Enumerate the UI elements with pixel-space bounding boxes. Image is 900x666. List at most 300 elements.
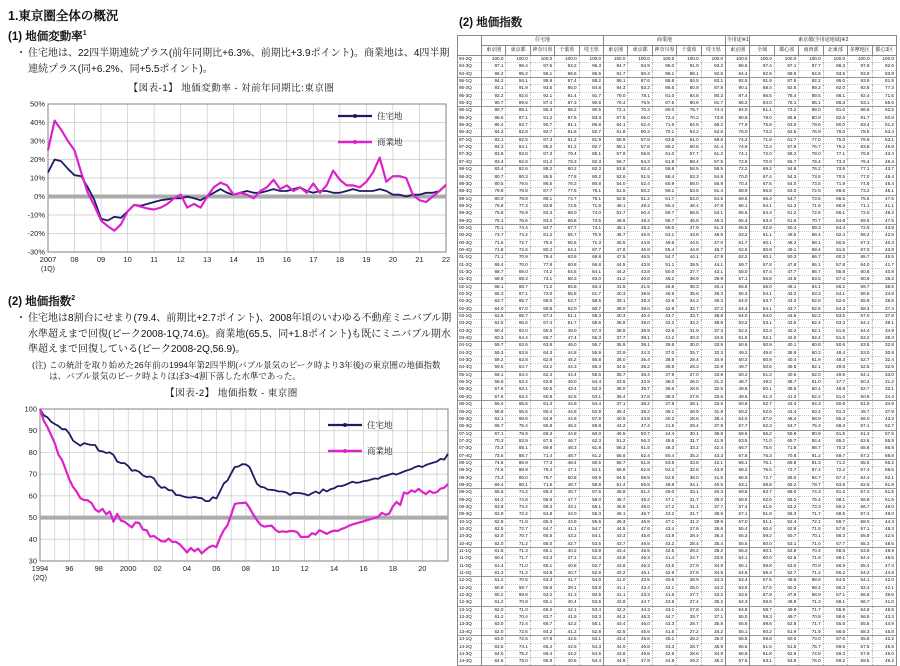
row-label: 00-4Q [458,246,482,253]
table-cell: 59.8 [750,636,774,643]
table-cell: 100.0 [750,56,774,63]
table-cell: 66.8 [579,261,603,268]
table-cell: 59.2 [823,658,847,665]
table-cell: 50.8 [823,401,847,408]
row-label: 96-3Q [458,122,482,129]
table-row [458,195,897,202]
table-cell: 59.5 [726,489,750,496]
table-cell: 56.8 [848,496,872,503]
table-cell: 33.1 [677,489,701,496]
table-cell: 44.6 [774,276,798,283]
table-cell: 100.0 [774,56,798,63]
table-cell: 48.2 [652,276,676,283]
table-cell: 36.1 [628,342,652,349]
row-label: 05-2Q [458,379,482,386]
table-cell: 37.3 [701,327,725,334]
table-cell: 63.4 [799,408,823,415]
table-cell: 56.3 [823,584,847,591]
table-cell: 57.9 [848,650,872,657]
table-cell: 95.8 [530,78,554,85]
table-cell: 45.1 [652,636,676,643]
table-cell: 80.0 [652,107,676,114]
table-cell: 88.1 [604,78,628,85]
column-header: 多摩地区 [848,46,872,56]
table-cell: 71.8 [774,445,798,452]
table-cell: 54.5 [823,577,847,584]
table-cell: 53.5 [677,188,701,195]
table-cell: 64.4 [823,224,847,231]
table-cell: 97.5 [530,63,554,70]
table-cell: 57.8 [579,415,603,422]
table-cell: 38.1 [628,335,652,342]
table-cell: 60.0 [750,540,774,547]
table-cell: 49.2 [872,658,897,665]
table-cell: 44.2 [604,614,628,621]
row-label: 01-2Q [458,261,482,268]
table-cell: 60.2 [628,129,652,136]
table-cell: 72.6 [555,202,579,209]
table-cell: 75.3 [799,423,823,430]
column-header: 埼玉県 [701,46,725,56]
table-cell: 43.4 [604,636,628,643]
table-cell: 92.7 [530,129,554,136]
row-label: 14-1Q [458,636,482,643]
table-cell: 31.7 [677,511,701,518]
y-tick-label: 50% [29,99,45,109]
table-row [458,85,897,92]
table-cell: 91.2 [530,114,554,121]
table-cell: 47.2 [652,503,676,510]
table-cell: 53.3 [823,320,847,327]
table-cell: 70.0 [726,173,750,180]
table-cell: 58.1 [604,144,628,151]
y-tick-label: 40% [29,118,45,127]
table-cell: 51.5 [774,643,798,650]
table-cell: 45.9 [652,291,676,298]
table-cell: 62.6 [726,246,750,253]
table-cell: 58.2 [774,151,798,158]
right-column [457,14,897,666]
x-tick-sublabel: (1Q) [41,266,55,273]
table-cell: 80.6 [677,100,701,107]
table-cell: 39.5 [677,261,701,268]
table-cell: 64.2 [530,628,554,635]
table-cell: 57.1 [823,592,847,599]
table-cell: 30.0 [677,342,701,349]
table-cell: 57.6 [823,636,847,643]
table-cell: 96.6 [726,63,750,70]
table-cell: 52.6 [604,173,628,180]
table-cell: 51.5 [823,327,847,334]
table-cell: 42.5 [652,548,676,555]
table-cell: 74.2 [506,489,530,496]
table-cell: 90.7 [482,100,506,107]
table-cell: 64.7 [506,364,530,371]
table-cell: 85.4 [482,122,506,129]
table-cell: 48.0 [555,327,579,334]
table-cell: 37.9 [652,371,676,378]
table-cell: 66.5 [823,195,847,202]
table-cell: 67.5 [530,437,554,444]
table-cell: 73.9 [823,166,847,173]
table-cell: 57.6 [872,430,897,437]
table-cell: 38.3 [628,298,652,305]
table-cell: 79.4 [530,254,554,261]
table-cell: 27.6 [677,526,701,533]
table-cell: 43.9 [555,518,579,525]
table-cell: 54.4 [579,379,603,386]
table-cell: 54.1 [848,371,872,378]
table-cell: 60.8 [872,114,897,121]
table-cell: 43.5 [774,320,798,327]
table-cell: 62.4 [823,232,847,239]
table-cell: 38.7 [774,379,798,386]
table-cell: 39.1 [604,298,628,305]
table-cell: 46.1 [774,283,798,290]
table-cell: 56.7 [604,459,628,466]
x-tick-label: 17 [309,255,318,264]
table-cell: 92.8 [848,85,872,92]
table-cell: 32.9 [701,364,725,371]
table-cell: 51.9 [774,628,798,635]
table-cell: 80.8 [677,85,701,92]
table-corner-cell [458,36,482,56]
table-cell: 49.7 [726,364,750,371]
table-cell: 72.2 [823,467,847,474]
table-cell: 65.7 [506,298,530,305]
table-cell: 61.6 [750,643,774,650]
y-tick-label: 100 [24,404,37,414]
table-row [458,136,897,143]
table-cell: 56.9 [604,467,628,474]
table-cell: 96.3 [579,63,603,70]
table-cell: 60.8 [555,261,579,268]
table-cell: 64.1 [604,122,628,129]
table-cell: 63.4 [506,379,530,386]
table-cell: 84.8 [677,92,701,99]
row-label: 02-4Q [458,305,482,312]
table-cell: 68.9 [799,415,823,422]
table-row [458,526,897,533]
table-cell: 53.1 [579,636,603,643]
table-cell: 75.4 [506,423,530,430]
table-cell: 33.9 [604,349,628,356]
table-cell: 30.3 [677,335,701,342]
table-cell: 87.4 [530,100,554,107]
row-label: 12-3Q [458,592,482,599]
table-cell: 80.8 [579,180,603,187]
table-cell: 73.2 [848,188,872,195]
table-cell: 52.9 [774,526,798,533]
table-cell: 67.1 [506,291,530,298]
table-cell: 42.9 [652,650,676,657]
table-cell: 61.2 [823,489,847,496]
table-cell: 72.7 [774,467,798,474]
table-cell: 69.9 [848,217,872,224]
table-cell: 66.8 [823,202,847,209]
table-row [458,298,897,305]
table-cell: 83.9 [872,70,897,77]
table-cell: 27.2 [677,628,701,635]
table-cell: 64.7 [530,526,554,533]
table-cell: 72.0 [848,210,872,217]
table-cell: 71.0 [506,562,530,569]
table-cell: 26.0 [677,379,701,386]
table-cell: 34.3 [628,349,652,356]
table-cell: 58.8 [579,320,603,327]
table-cell: 68.0 [555,210,579,217]
table-cell: 58.0 [848,518,872,525]
table-cell: 75.4 [530,467,554,474]
row-label: 09-4Q [458,511,482,518]
table-cell: 35.3 [872,335,897,342]
table-cell: 68.1 [799,239,823,246]
table-cell: 57.0 [726,518,750,525]
table-cell: 92.6 [506,92,530,99]
row-label: 01-3Q [458,268,482,275]
table-cell: 78.8 [506,188,530,195]
table-cell: 61.8 [652,158,676,165]
table-cell: 46.5 [604,430,628,437]
table-cell: 53.4 [726,577,750,584]
table-cell: 64.4 [848,474,872,481]
table-cell: 64.1 [750,202,774,209]
table-cell: 69.6 [823,188,847,195]
table-cell: 70.0 [506,261,530,268]
table-cell: 54.1 [848,577,872,584]
table-cell: 39.1 [555,584,579,591]
table-cell: 44.3 [774,298,798,305]
table-cell: 54.0 [750,313,774,320]
table-cell: 50.7 [774,533,798,540]
table-cell: 64.5 [677,122,701,129]
table-cell: 58.1 [823,555,847,562]
table-cell: 55.3 [823,415,847,422]
table-cell: 57.9 [774,144,798,151]
table-cell: 39.6 [872,592,897,599]
table-cell: 47.8 [701,202,725,209]
table-cell: 62.8 [628,467,652,474]
table-cell: 50.9 [750,342,774,349]
table-cell: 43.1 [701,268,725,275]
table-cell: 48.4 [872,158,897,165]
table-cell: 50.6 [823,342,847,349]
table-cell: 80.3 [701,92,725,99]
table-cell: 69.6 [506,415,530,422]
table-cell: 38.6 [701,511,725,518]
table-cell: 52.6 [750,408,774,415]
table-cell: 44.3 [628,606,652,613]
table-cell: 60.3 [823,254,847,261]
table-title: (2) 地価指数 [459,17,523,29]
table-cell: 68.8 [530,496,554,503]
table-cell: 51.3 [823,408,847,415]
table-cell: 73.2 [506,503,530,510]
table-cell: 52.8 [604,195,628,202]
table-cell: 46.3 [628,614,652,621]
table-row [458,246,897,253]
table-cell: 44.3 [872,518,897,525]
table-cell: 47.3 [872,562,897,569]
table-cell: 28.6 [677,650,701,657]
table-cell: 42.6 [652,327,676,334]
table-cell: 48.3 [872,526,897,533]
y-tick-label: 40 [28,535,37,545]
table-cell: 96.3 [823,63,847,70]
row-label: 03-1Q [458,313,482,320]
table-cell: 43.8 [677,232,701,239]
table-cell: 33.6 [701,401,725,408]
table-cell: 32.2 [677,320,701,327]
table-cell: 83.1 [848,100,872,107]
table-cell: 51.0 [823,393,847,400]
table-cell: 52.4 [628,166,652,173]
table-cell: 37.1 [555,555,579,562]
table-cell: 62.5 [774,129,798,136]
row-label: 12-2Q [458,584,482,591]
table-cell: 38.8 [701,313,725,320]
table-cell: 48.3 [774,239,798,246]
table-cell: 53.2 [774,503,798,510]
table-cell: 52.7 [848,386,872,393]
table-cell: 67.4 [530,320,554,327]
column-header: 千葉県 [677,46,701,56]
table-cell: 61.7 [579,291,603,298]
row-label: 05-1Q [458,371,482,378]
table-cell: 43.7 [604,540,628,547]
table-cell: 61.7 [726,239,750,246]
table-cell: 49.6 [652,239,676,246]
table-cell: 42.5 [872,533,897,540]
table-cell: 83.4 [482,158,506,165]
table-cell: 47.6 [872,195,897,202]
table-row [458,562,897,569]
table-cell: 53.1 [774,540,798,547]
table-cell: 57.3 [579,327,603,334]
table-cell: 46.7 [555,437,579,444]
table-row [458,379,897,386]
table-cell: 83.2 [530,217,554,224]
table-cell: 46.5 [628,548,652,555]
table-cell: 53.5 [848,342,872,349]
table-cell: 53.2 [726,320,750,327]
table-cell: 96.1 [652,70,676,77]
table-cell: 72.2 [726,166,750,173]
table-cell: 54.5 [555,268,579,275]
table-cell: 62.6 [848,437,872,444]
table-cell: 38.9 [774,349,798,356]
table-cell: 75.0 [530,239,554,246]
table-cell: 41.9 [555,614,579,621]
table-cell: 47.4 [555,335,579,342]
table-cell: 28.3 [677,364,701,371]
table-cell: 59.7 [848,283,872,290]
table-cell: 37.7 [701,503,725,510]
table-cell: 69.4 [799,246,823,253]
table-cell: 44.7 [628,599,652,606]
table-cell: 79.0 [604,92,628,99]
table-cell: 46.7 [701,246,725,253]
table-cell: 35.7 [604,371,628,378]
row-label: 10-1Q [458,518,482,525]
table-header [458,36,897,56]
table-cell: 54.8 [774,166,798,173]
table-cell: 27.8 [677,606,701,613]
table-cell: 42.8 [872,232,897,239]
table-cell: 70.4 [726,180,750,187]
table-cell: 34.5 [604,364,628,371]
table-cell: 88.2 [579,78,603,85]
table-cell: 93.2 [555,63,579,70]
table-cell: 53.7 [750,298,774,305]
table-cell: 34.9 [701,357,725,364]
table-cell: 59.7 [726,261,750,268]
table-cell: 55.3 [726,533,750,540]
table-cell: 54.7 [774,195,798,202]
table-cell: 30.1 [677,430,701,437]
table-cell: 55.3 [579,511,603,518]
table-cell: 44.8 [604,658,628,665]
table-cell: 56.6 [604,452,628,459]
table-cell: 47.5 [604,254,628,261]
table-cell: 51.9 [872,496,897,503]
table-cell: 63.3 [530,577,554,584]
table-cell: 81.0 [823,107,847,114]
table-cell: 56.9 [823,562,847,569]
table-cell: 43.7 [872,166,897,173]
table-cell: 60.4 [750,526,774,533]
table-cell: 59.3 [750,614,774,621]
table-cell: 53.4 [872,129,897,136]
table-cell: 38.8 [652,342,676,349]
table-cell: 69.4 [482,261,506,268]
table-cell: 63.5 [482,643,506,650]
table-cell: 100.0 [848,56,872,63]
table-cell: 84.7 [799,474,823,481]
row-label: 07-4Q [458,452,482,459]
table-cell: 75.1 [482,217,506,224]
table-cell: 81.1 [555,122,579,129]
table-row [458,658,897,665]
table-cell: 45.0 [872,650,897,657]
table-cell: 44.6 [774,313,798,320]
table-cell: 55.5 [726,540,750,547]
table-cell: 72.0 [750,151,774,158]
table-cell: 46.8 [628,643,652,650]
table-cell: 46.1 [628,570,652,577]
table-cell: 43.2 [555,533,579,540]
table-cell: 64.8 [530,570,554,577]
table-cell: 80.5 [482,180,506,187]
x-tick-label: 13 [203,255,212,264]
table-cell: 41.3 [555,592,579,599]
table-cell: 65.7 [774,437,798,444]
table-cell: 48.2 [628,217,652,224]
table-cell: 46.5 [701,232,725,239]
column-header: 東京圏 [482,46,506,56]
table-cell: 83.3 [579,114,603,121]
table-cell: 29.7 [677,614,701,621]
table-cell: 58.3 [823,533,847,540]
table-cell: 64.3 [530,349,554,356]
table-cell: 41.7 [555,577,579,584]
table-cell: 62.1 [872,474,897,481]
table-cell: 40.8 [555,562,579,569]
table-cell: 46.0 [555,379,579,386]
table-cell: 33.2 [677,445,701,452]
table-cell: 56.7 [848,599,872,606]
table-cell: 28.4 [677,540,701,547]
